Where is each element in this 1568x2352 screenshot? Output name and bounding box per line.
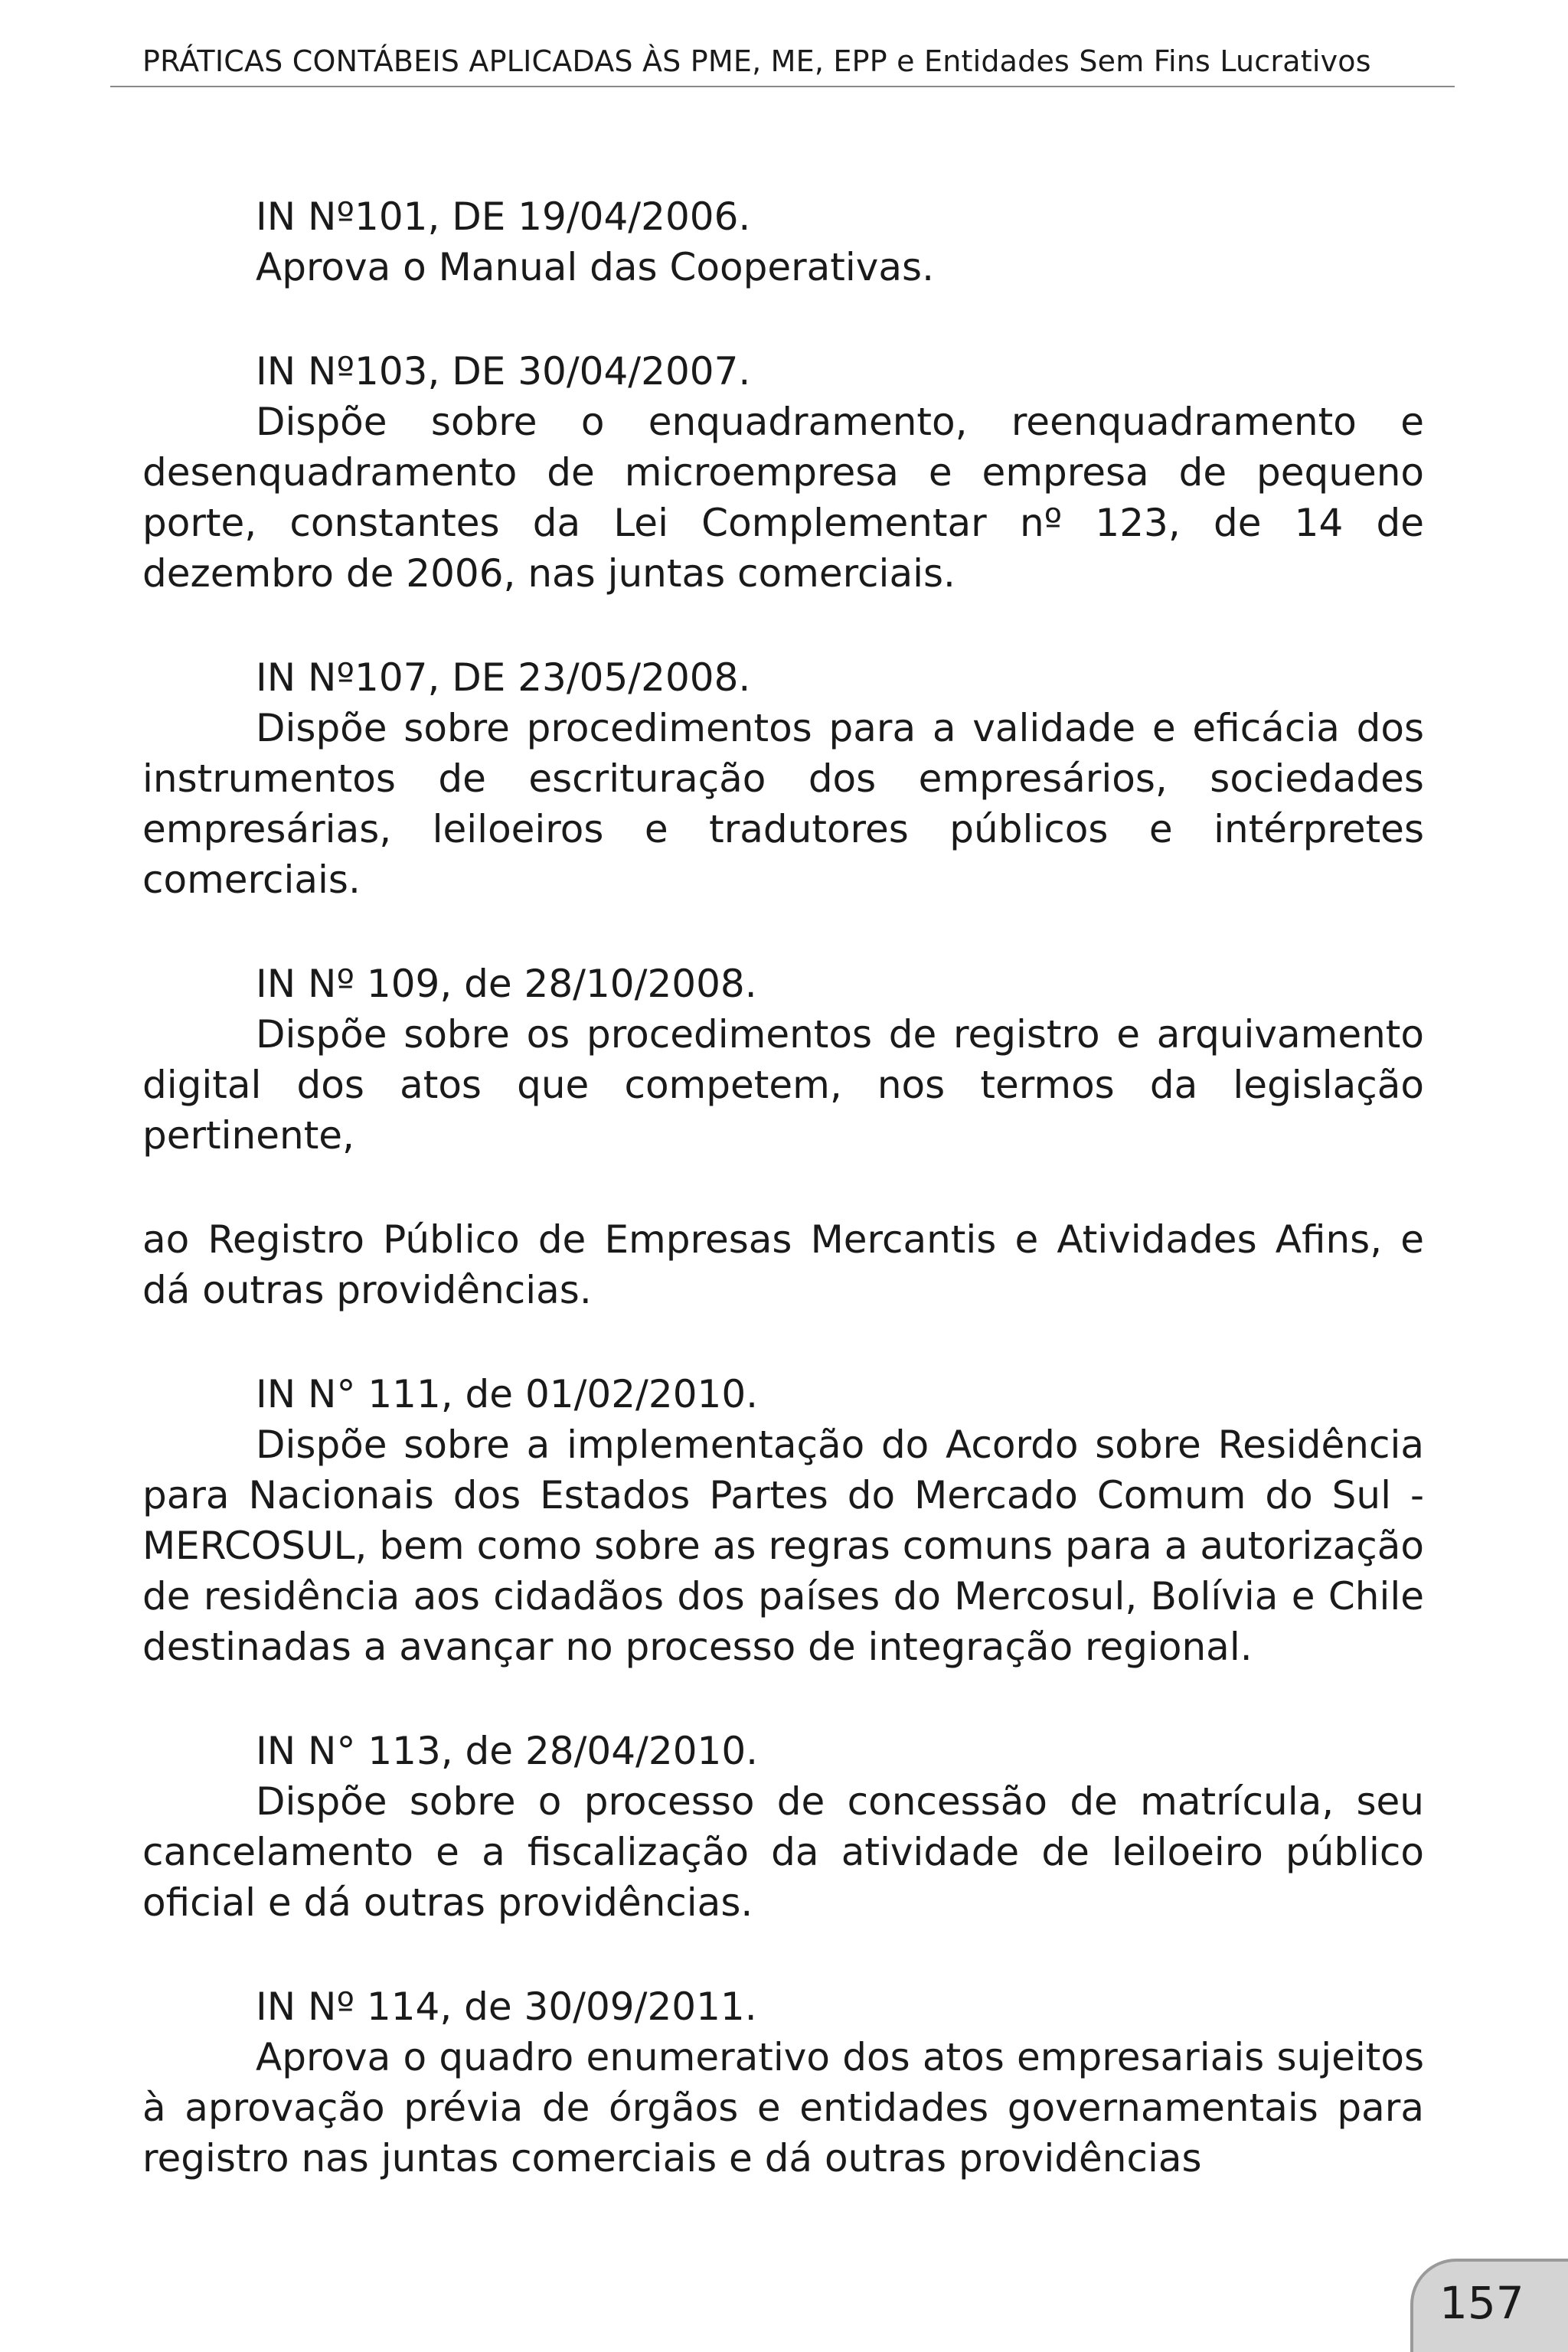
running-header: PRÁTICAS CONTÁBEIS APLICADAS ÀS PME, ME, EPP e Entidades Sem Fins Lucrativos (142, 44, 1371, 78)
entry-in-101 (142, 191, 1424, 292)
entry-title: IN N° 111, de 01/02/2010. (256, 1372, 759, 1416)
entry-description: Dispõe sobre o enquadramento, reenquadramento e desenquadramento de microempresa e empresa de pequeno porte, constantes da Lei Complementar nº 123, de 14 de dezembro de 2006, nas juntas comerciais. (142, 400, 1424, 596)
header-divider (110, 86, 1455, 87)
document-body (142, 191, 1424, 2237)
entry-title: IN Nº107, DE 23/05/2008. (256, 655, 751, 700)
entry-description-continuation: ao Registro Público de Empresas Mercantis e Atividades Afins, e dá outras providências. (142, 1217, 1424, 1312)
entry-in-103 (142, 346, 1424, 599)
entry-in-111 (142, 1369, 1424, 1672)
entry-title: IN Nº103, DE 30/04/2007. (256, 349, 751, 394)
entry-description: Dispõe sobre o processo de concessão de matrícula, seu cancelamento e a fiscalização da atividade de leiloeiro público oficial e dá outras providências. (142, 1779, 1424, 1925)
entry-description: Aprova o Manual das Cooperativas. (256, 245, 934, 289)
entry-title: IN Nº101, DE 19/04/2006. (256, 194, 751, 239)
entry-description: Dispõe sobre procedimentos para a validade e eficácia dos instrumentos de escrituração dos empresários, sociedades empresárias, leiloeiros e tradutores públicos e intérpretes comerciais. (142, 706, 1424, 902)
entry-description: Aprova o quadro enumerativo dos atos empresariais sujeitos à aprovação prévia de órgãos e entidades governamentais para registro nas juntas comerciais e dá outras providências (142, 2035, 1424, 2180)
page-number-tab (1410, 2259, 1568, 2352)
entry-description: Dispõe sobre a implementação do Acordo sobre Residência para Nacionais dos Estados Partes do Mercado Comum do Sul - MERCOSUL, bem como sobre as regras comuns para a autorização de residência aos cidadãos dos países do Mercosul, Bolívia e Chile destinadas a avançar no processo de integração regional. (142, 1423, 1424, 1669)
entry-description: Dispõe sobre os procedimentos de registro e arquivamento digital dos atos que competem, nos termos da legislação pertinente, (142, 1012, 1424, 1158)
entry-title: IN Nº 109, de 28/10/2008. (256, 962, 757, 1006)
entry-in-109 (142, 959, 1424, 1315)
entry-in-113 (142, 1726, 1424, 1928)
entry-in-114 (142, 1981, 1424, 2184)
page-number: 157 (1439, 2277, 1524, 2329)
entry-in-107 (142, 652, 1424, 905)
entry-title: IN N° 113, de 28/04/2010. (256, 1729, 759, 1773)
entry-title: IN Nº 114, de 30/09/2011. (256, 1984, 757, 2029)
